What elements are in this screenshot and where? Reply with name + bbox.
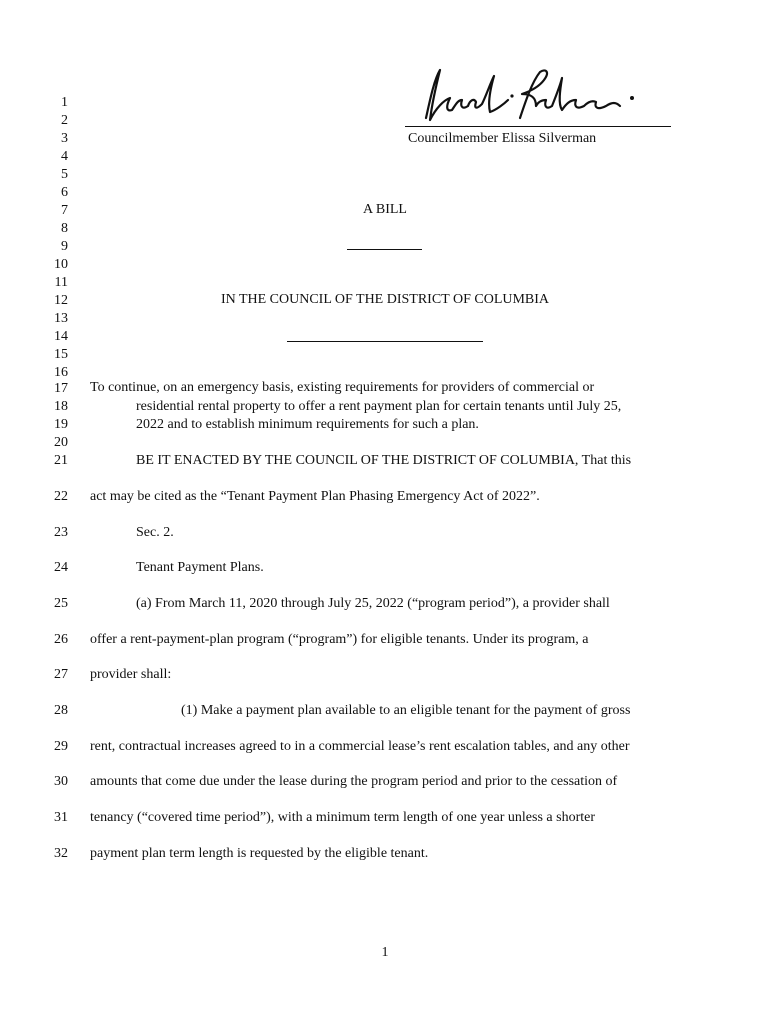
sponsor-name: Councilmember Elissa Silverman xyxy=(408,131,597,146)
line-number: 21 xyxy=(54,453,68,468)
body-line-28: (1) Make a payment plan available to an eligible tenant for the payment of gross xyxy=(181,703,631,718)
purpose-line-2: residential rental property to offer a rent payment plan for certain tenants until July 25, xyxy=(136,399,622,414)
line-number: 19 xyxy=(54,417,68,432)
body-line-30: amounts that come due under the lease during the program period and prior to the cessation of xyxy=(90,774,618,789)
line-number: 24 xyxy=(54,560,68,575)
enacting-clause: BE IT ENACTED BY THE COUNCIL OF THE DISTRICT OF COLUMBIA, That this xyxy=(136,453,632,468)
line-number: 10 xyxy=(54,257,68,272)
line-number: 13 xyxy=(54,311,68,326)
line-number: 9 xyxy=(61,239,68,254)
line-number: 25 xyxy=(54,596,68,611)
line-number: 11 xyxy=(54,275,68,290)
bill-title: A BILL xyxy=(363,202,407,217)
line-number: 4 xyxy=(61,149,68,164)
body-line-25: (a) From March 11, 2020 through July 25, 2022 (“program period”), a provider shall xyxy=(136,596,610,611)
line-number: 16 xyxy=(54,365,68,380)
bill-number-blank xyxy=(347,249,422,250)
line-number: 1 xyxy=(61,95,68,110)
line-number: 28 xyxy=(54,703,68,718)
line-number: 7 xyxy=(61,203,68,218)
section-heading: Sec. 2. xyxy=(136,525,174,540)
short-title-line: act may be cited as the “Tenant Payment Plan Phasing Emergency Act of 2022”. xyxy=(90,489,540,504)
line-number: 14 xyxy=(54,329,68,344)
signature-line xyxy=(405,126,671,127)
body-line-26: offer a rent-payment-plan program (“program”) for eligible tenants. Under its program, a xyxy=(90,632,589,647)
line-number: 26 xyxy=(54,632,68,647)
body-line-31: tenancy (“covered time period”), with a minimum term length of one year unless a shorter xyxy=(90,810,595,825)
line-number: 17 xyxy=(54,381,68,396)
line-number: 30 xyxy=(54,774,68,789)
signature-image xyxy=(416,60,646,130)
line-number: 2 xyxy=(61,113,68,128)
date-blank xyxy=(287,341,483,342)
line-number: 12 xyxy=(54,293,68,308)
body-line-32: payment plan term length is requested by the eligible tenant. xyxy=(90,846,429,861)
line-number: 32 xyxy=(54,846,68,861)
line-number: 22 xyxy=(54,489,68,504)
line-number: 27 xyxy=(54,667,68,682)
line-number: 20 xyxy=(54,435,68,450)
line-number: 15 xyxy=(54,347,68,362)
body-line-29: rent, contractual increases agreed to in a commercial lease’s rent escalation tables, and any other xyxy=(90,739,630,754)
line-number: 31 xyxy=(54,810,68,825)
line-number: 3 xyxy=(61,131,68,146)
council-heading: IN THE COUNCIL OF THE DISTRICT OF COLUMBIA xyxy=(220,292,550,307)
body-line-27: provider shall: xyxy=(90,667,172,682)
line-number: 8 xyxy=(61,221,68,236)
purpose-line-3: 2022 and to establish minimum requirements for such a plan. xyxy=(136,417,479,432)
line-number: 6 xyxy=(61,185,68,200)
line-number: 29 xyxy=(54,739,68,754)
line-number: 18 xyxy=(54,399,68,414)
line-number: 23 xyxy=(54,525,68,540)
purpose-line-1: To continue, on an emergency basis, existing requirements for providers of commercial or xyxy=(90,380,595,395)
section-title: Tenant Payment Plans. xyxy=(136,560,264,575)
line-number: 5 xyxy=(61,167,68,182)
page-number: 1 xyxy=(381,945,389,960)
